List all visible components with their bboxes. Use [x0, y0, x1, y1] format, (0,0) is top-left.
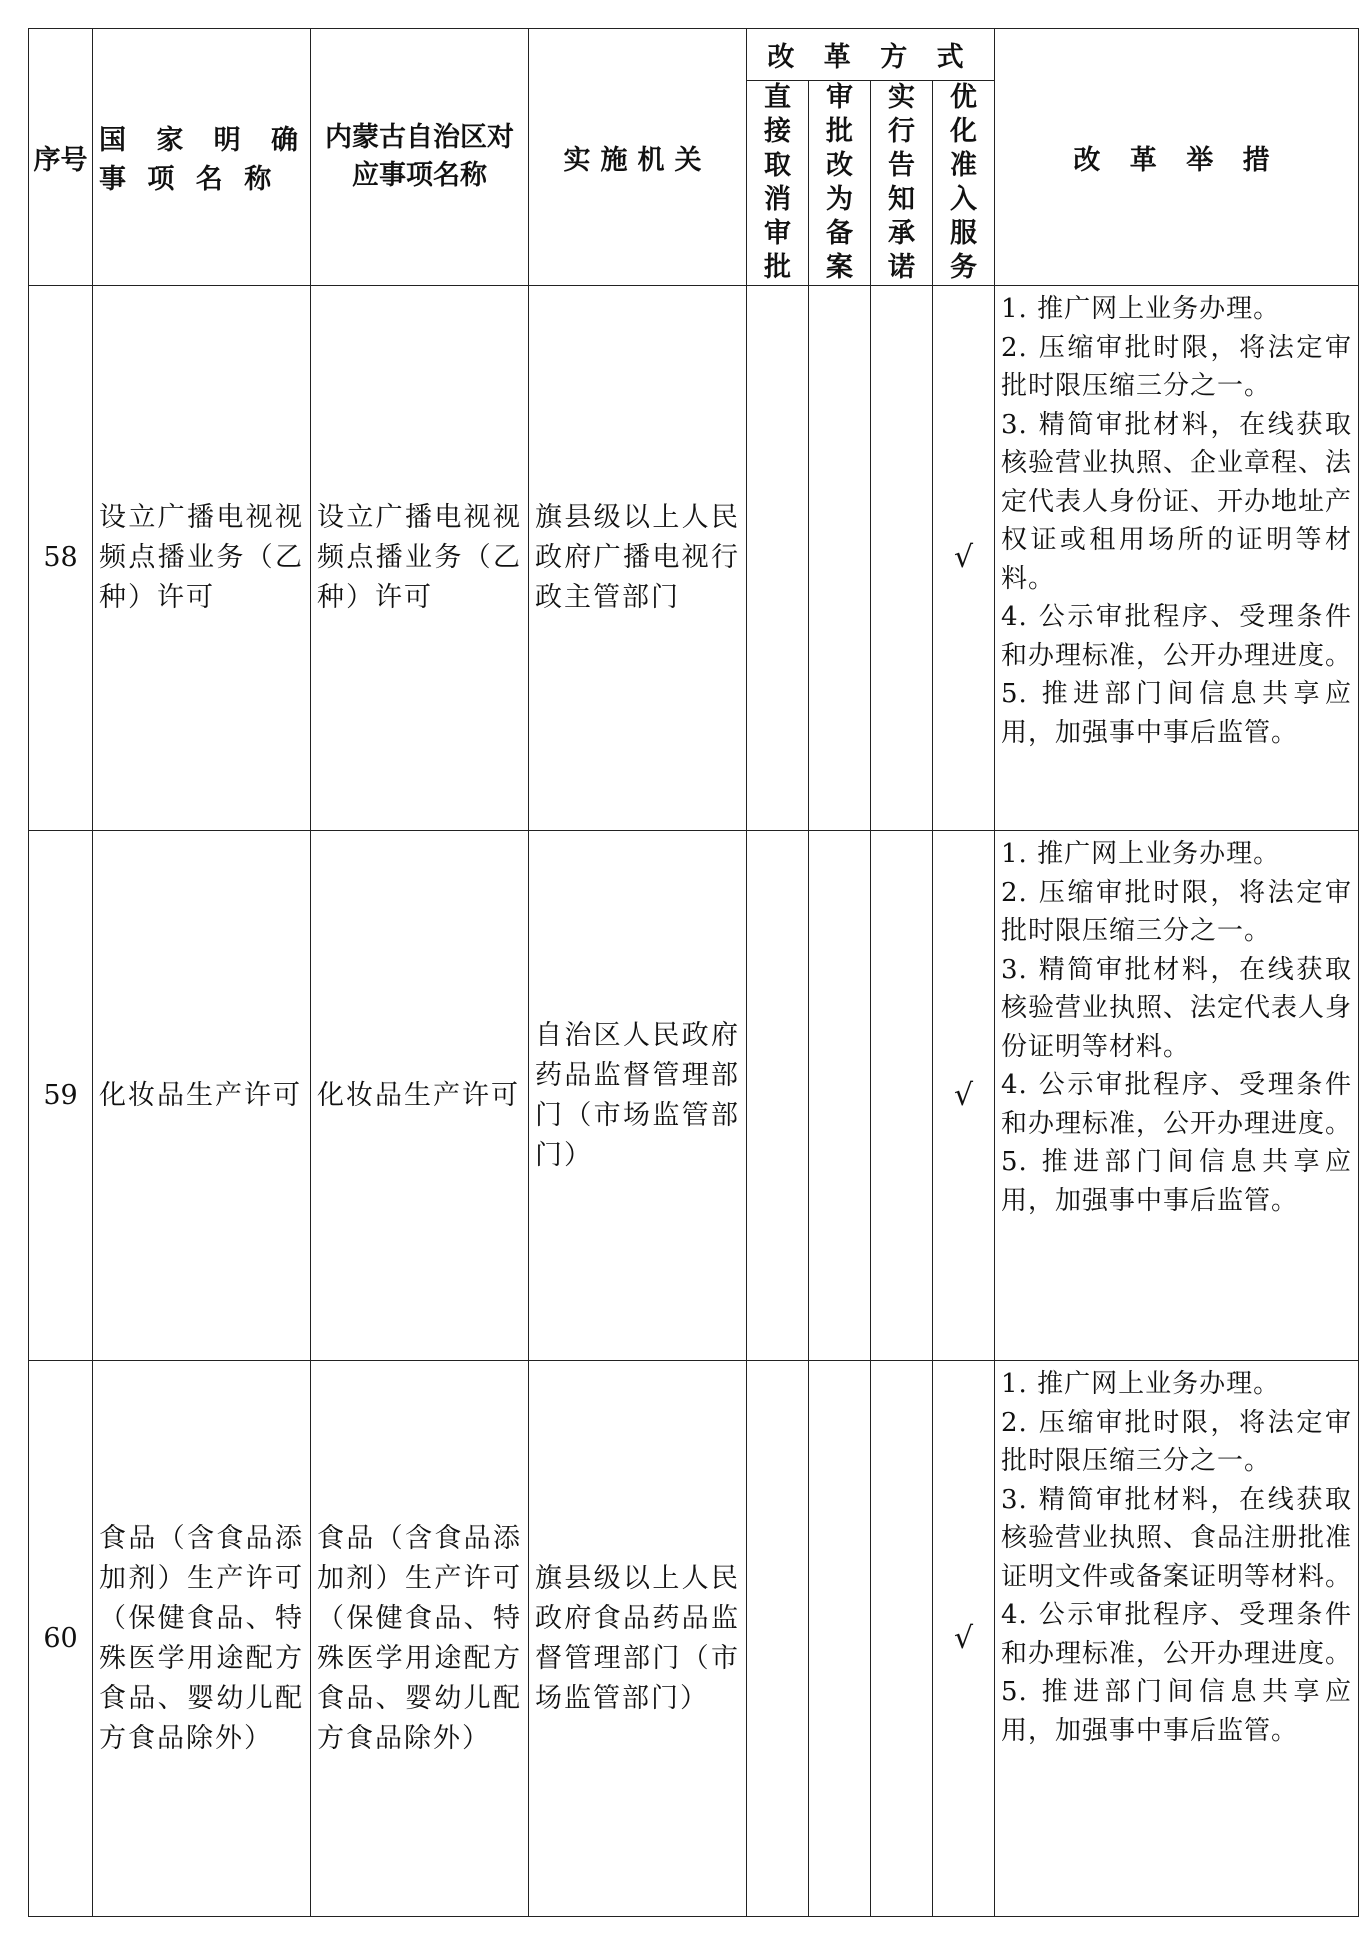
- row-national-name: 设立广播电视视频点播业务（乙种）许可: [93, 286, 311, 831]
- measure-item: 3. 精简审批材料，在线获取核验营业执照、法定代表人身份证明等材料。: [1001, 954, 1353, 1062]
- measure-item: 2. 压缩审批时限，将法定审批时限压缩三分之一。: [1001, 332, 1353, 401]
- header-row-1: [29, 29, 1359, 81]
- measure-item: 1. 推广网上业务办理。: [1001, 839, 1281, 869]
- table-row: [29, 286, 1359, 831]
- measure-item: 1. 推广网上业务办理。: [1001, 1369, 1281, 1399]
- row-change-to-filing: [809, 286, 871, 831]
- row-direct-cancel: [747, 831, 809, 1361]
- header-seq: 序号: [29, 29, 93, 286]
- measure-item: 5. 推进部门间信息共享应用，加强事中事后监管。: [1001, 679, 1353, 748]
- row-optimize-check: √: [933, 1361, 995, 1917]
- row-direct-cancel: [747, 1361, 809, 1917]
- measure-item: 4. 公示审批程序、受理条件和办理标准，公开办理进度。: [1001, 1600, 1353, 1669]
- measure-item: 5. 推进部门间信息共享应用，加强事中事后监管。: [1001, 1677, 1353, 1746]
- row-notification-commitment: [871, 831, 933, 1361]
- measure-item: 4. 公示审批程序、受理条件和办理标准，公开办理进度。: [1001, 602, 1353, 671]
- reform-items-table: [28, 28, 1359, 1917]
- header-agency: 实施机关: [529, 29, 747, 286]
- measure-item: 1. 推广网上业务办理。: [1001, 294, 1281, 324]
- row-measures: [995, 1361, 1359, 1917]
- row-notification-commitment: [871, 1361, 933, 1917]
- header-change-to-filing: 审批改为备案: [809, 81, 871, 286]
- measure-item: 4. 公示审批程序、受理条件和办理标准，公开办理进度。: [1001, 1070, 1353, 1139]
- measure-item: 2. 压缩审批时限，将法定审批时限压缩三分之一。: [1001, 877, 1353, 946]
- row-measures: [995, 831, 1359, 1361]
- row-optimize-check: √: [933, 286, 995, 831]
- row-measures: [995, 286, 1359, 831]
- row-seq: 60: [29, 1361, 93, 1917]
- measure-item: 3. 精简审批材料，在线获取核验营业执照、企业章程、法定代表人身份证、开办地址产权证或租用场所的证明等材料。: [1001, 409, 1353, 594]
- header-reform-method: 改 革 方 式: [747, 29, 995, 81]
- row-notification-commitment: [871, 286, 933, 831]
- row-national-name: 食品（含食品添加剂）生产许可（保健食品、特殊医学用途配方食品、婴幼儿配方食品除外）: [93, 1361, 311, 1917]
- row-agency: 旗县级以上人民政府食品药品监督管理部门（市场监管部门）: [529, 1361, 747, 1917]
- table-row: [29, 1361, 1359, 1917]
- measure-item: 3. 精简审批材料，在线获取核验营业执照、食品注册批准证明文件或备案证明等材料。: [1001, 1484, 1353, 1592]
- row-change-to-filing: [809, 1361, 871, 1917]
- row-region-name: 设立广播电视视频点播业务（乙种）许可: [311, 286, 529, 831]
- row-seq: 58: [29, 286, 93, 831]
- header-region-name: 内蒙古自治区对应事项名称: [311, 29, 529, 286]
- row-direct-cancel: [747, 286, 809, 831]
- row-region-name: 食品（含食品添加剂）生产许可（保健食品、特殊医学用途配方食品、婴幼儿配方食品除外）: [311, 1361, 529, 1917]
- header-notification-commitment: 实行告知承诺: [871, 81, 933, 286]
- row-optimize-check: √: [933, 831, 995, 1361]
- row-region-name: 化妆品生产许可: [311, 831, 529, 1361]
- measure-item: 5. 推进部门间信息共享应用，加强事中事后监管。: [1001, 1147, 1353, 1216]
- header-national-name: 国 家 明 确 事 项 名 称: [93, 29, 311, 286]
- header-optimize-access: 优化准入服务: [933, 81, 995, 286]
- header-measures: 改 革 举 措: [995, 29, 1359, 286]
- measure-item: 2. 压缩审批时限，将法定审批时限压缩三分之一。: [1001, 1407, 1353, 1476]
- row-agency: 旗县级以上人民政府广播电视行政主管部门: [529, 286, 747, 831]
- row-agency: 自治区人民政府药品监督管理部门（市场监管部门）: [529, 831, 747, 1361]
- row-change-to-filing: [809, 831, 871, 1361]
- row-national-name: 化妆品生产许可: [93, 831, 311, 1361]
- table-row: [29, 831, 1359, 1361]
- header-direct-cancel: 直接取消审批: [747, 81, 809, 286]
- row-seq: 59: [29, 831, 93, 1361]
